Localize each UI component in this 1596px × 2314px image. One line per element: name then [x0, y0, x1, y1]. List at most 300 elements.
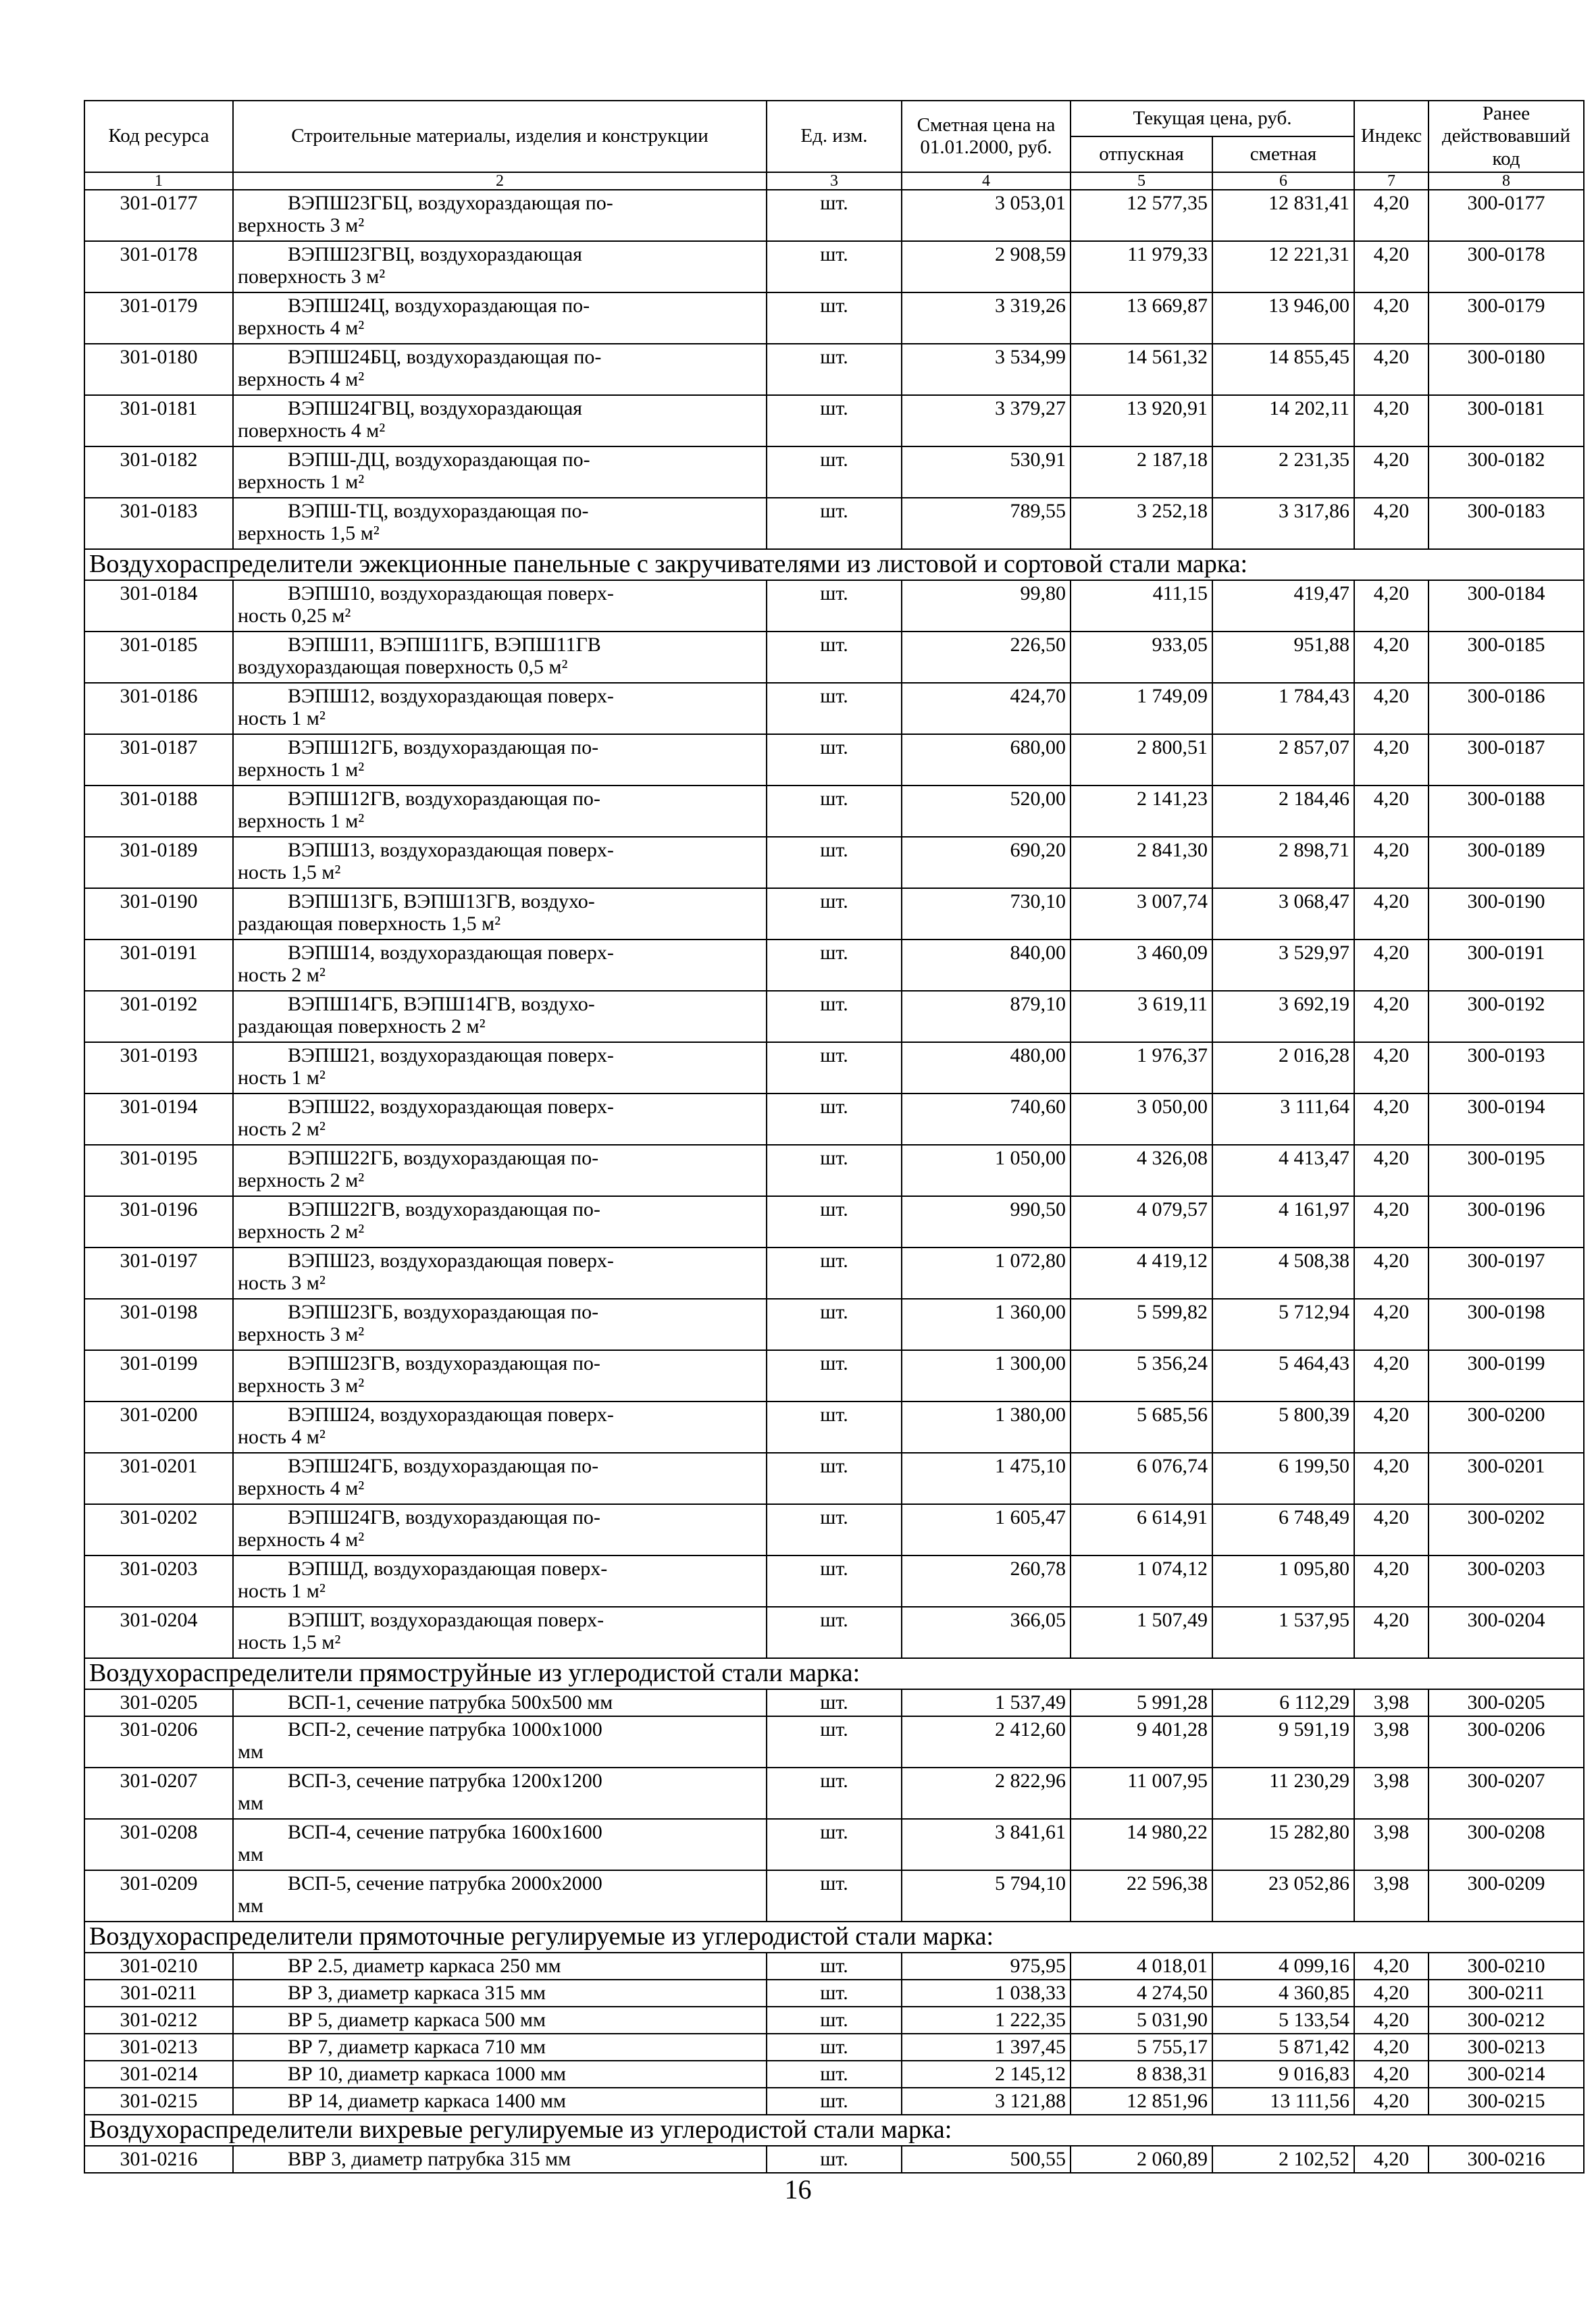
old-code: 300-0208: [1428, 1819, 1584, 1870]
base-price: 840,00: [902, 940, 1071, 991]
resource-code: 301-0196: [84, 1196, 233, 1248]
material-name-line: верхность 1 м²: [238, 810, 365, 833]
release-price: 2 187,18: [1071, 446, 1212, 498]
base-price: 680,00: [902, 734, 1071, 786]
material-name-line: верхность 4 м²: [238, 1477, 365, 1500]
price-index: 4,20: [1354, 2088, 1428, 2115]
material-name: [233, 1504, 767, 1555]
base-price: 2 145,12: [902, 2061, 1071, 2088]
release-price: 5 685,56: [1071, 1402, 1212, 1453]
material-name-line: ВЭПШ24ГВЦ, воздухораздающая: [288, 397, 582, 420]
material-name-line: ВЭПШТ, воздухораздающая поверх-: [288, 1609, 604, 1632]
resource-code: 301-0186: [84, 683, 233, 734]
unit: шт.: [767, 1042, 902, 1094]
material-name-line: ВР 5, диаметр каркаса 500 мм: [288, 2009, 546, 2032]
estimate-price: 5 871,42: [1212, 2034, 1354, 2061]
material-name-line: ВЭПШ13ГБ, ВЭПШ13ГВ, воздухо-: [288, 890, 595, 913]
material-name-line: ность 3 м²: [238, 1272, 326, 1295]
column-number: 2: [233, 172, 767, 190]
estimate-price: 9 591,19: [1212, 1716, 1354, 1768]
old-code: 300-0196: [1428, 1196, 1584, 1248]
base-price: 226,50: [902, 632, 1071, 683]
material-name-line: ВР 7, диаметр каркаса 710 мм: [288, 2036, 546, 2059]
resource-code: 301-0211: [84, 1980, 233, 2007]
material-name-line: верхность 3 м²: [238, 1323, 365, 1346]
price-index: 4,20: [1354, 580, 1428, 632]
material-name-line: верхность 1,5 м²: [238, 522, 380, 545]
release-price: 12 851,96: [1071, 2088, 1212, 2115]
material-name-line: поверхность 4 м²: [238, 419, 386, 442]
unit: шт.: [767, 683, 902, 734]
header-unit: Ед. изм.: [767, 101, 902, 172]
unit: шт.: [767, 1248, 902, 1299]
base-price: 1 537,49: [902, 1689, 1071, 1716]
estimate-price: 1 537,95: [1212, 1607, 1354, 1658]
release-price: 2 060,89: [1071, 2146, 1212, 2173]
estimate-price: 4 508,38: [1212, 1248, 1354, 1299]
estimate-price: 2 857,07: [1212, 734, 1354, 786]
header-current-price: Текущая цена, руб.: [1071, 101, 1354, 136]
resource-code: 301-0199: [84, 1350, 233, 1402]
release-price: 14 561,32: [1071, 344, 1212, 395]
unit: шт.: [767, 2007, 902, 2034]
base-price: 1 605,47: [902, 1504, 1071, 1555]
section-title: Воздухораспределители эжекционные панельные с закручивателями из листовой и сортовой стали марка:: [84, 549, 1584, 580]
price-index: 4,20: [1354, 1555, 1428, 1607]
material-name-line: ВР 14, диаметр каркаса 1400 мм: [288, 2090, 566, 2113]
table-row: [84, 1145, 1584, 1196]
base-price: 1 222,35: [902, 2007, 1071, 2034]
price-index: 4,20: [1354, 395, 1428, 446]
release-price: 4 274,50: [1071, 1980, 1212, 2007]
estimate-price: 3 692,19: [1212, 991, 1354, 1042]
material-name-line: ВЭПШ14ГБ, ВЭПШ14ГВ, воздухо-: [288, 993, 595, 1016]
material-name: [233, 2088, 767, 2115]
unit: шт.: [767, 1870, 902, 1922]
base-price: 424,70: [902, 683, 1071, 734]
price-index: 3,98: [1354, 1819, 1428, 1870]
material-name: [233, 2146, 767, 2173]
material-name-line: мм: [238, 1843, 263, 1866]
estimate-price: 13 111,56: [1212, 2088, 1354, 2115]
old-code: 300-0193: [1428, 1042, 1584, 1094]
table-row: [84, 1094, 1584, 1145]
old-code: 300-0188: [1428, 786, 1584, 837]
release-price: 2 800,51: [1071, 734, 1212, 786]
base-price: 975,95: [902, 1953, 1071, 1980]
old-code: 300-0212: [1428, 2007, 1584, 2034]
base-price: 480,00: [902, 1042, 1071, 1094]
resource-code: 301-0183: [84, 498, 233, 549]
release-price: 12 577,35: [1071, 190, 1212, 241]
column-numbers-row: [84, 172, 1584, 190]
material-name: [233, 1768, 767, 1819]
estimate-price: 3 529,97: [1212, 940, 1354, 991]
material-name-line: ВЭПШ-ДЦ, воздухораздающая по-: [288, 448, 590, 471]
unit: шт.: [767, 991, 902, 1042]
old-code: 300-0199: [1428, 1350, 1584, 1402]
price-index: 4,20: [1354, 1196, 1428, 1248]
unit: шт.: [767, 1819, 902, 1870]
section-title: Воздухораспределители прямоструйные из углеродистой стали марка:: [84, 1658, 1584, 1689]
unit: шт.: [767, 632, 902, 683]
unit: шт.: [767, 734, 902, 786]
base-price: 730,10: [902, 888, 1071, 940]
material-name-line: верхность 2 м²: [238, 1169, 365, 1192]
unit: шт.: [767, 1299, 902, 1350]
material-name-line: ВЭПШ23ГБ, воздухораздающая по-: [288, 1301, 599, 1324]
header-index: Индекс: [1354, 101, 1428, 172]
base-price: 990,50: [902, 1196, 1071, 1248]
unit: шт.: [767, 888, 902, 940]
base-price: 500,55: [902, 2146, 1071, 2173]
resource-code: 301-0184: [84, 580, 233, 632]
base-price: 789,55: [902, 498, 1071, 549]
release-price: 2 841,30: [1071, 837, 1212, 888]
base-price: 1 072,80: [902, 1248, 1071, 1299]
release-price: 13 669,87: [1071, 292, 1212, 344]
table-row: [84, 991, 1584, 1042]
release-price: 5 599,82: [1071, 1299, 1212, 1350]
table-row: [84, 1299, 1584, 1350]
old-code: 300-0192: [1428, 991, 1584, 1042]
estimate-price: 12 831,41: [1212, 190, 1354, 241]
header-estimate-price: сметная: [1212, 136, 1354, 172]
price-index: 4,20: [1354, 446, 1428, 498]
unit: шт.: [767, 786, 902, 837]
resource-code: 301-0202: [84, 1504, 233, 1555]
material-name-line: ВЭПШ24БЦ, воздухораздающая по-: [288, 346, 602, 369]
estimate-price: 4 360,85: [1212, 1980, 1354, 2007]
estimate-price: 3 111,64: [1212, 1094, 1354, 1145]
old-code: 300-0210: [1428, 1953, 1584, 1980]
material-name: [233, 1145, 767, 1196]
price-index: 4,20: [1354, 1504, 1428, 1555]
material-name: [233, 2034, 767, 2061]
material-name: [233, 190, 767, 241]
resource-code: 301-0195: [84, 1145, 233, 1196]
unit: шт.: [767, 1504, 902, 1555]
old-code: 300-0201: [1428, 1453, 1584, 1504]
release-price: 4 419,12: [1071, 1248, 1212, 1299]
material-name: [233, 241, 767, 292]
release-price: 4 326,08: [1071, 1145, 1212, 1196]
estimate-price: 2 184,46: [1212, 786, 1354, 837]
price-index: 4,20: [1354, 1980, 1428, 2007]
material-name-line: мм: [238, 1895, 263, 1918]
resource-code: 301-0203: [84, 1555, 233, 1607]
section-row: [84, 549, 1584, 580]
table-row: [84, 498, 1584, 549]
material-name-line: ВСП-4, сечение патрубка 1600х1600: [288, 1821, 602, 1844]
resource-code: 301-0201: [84, 1453, 233, 1504]
base-price: 3 534,99: [902, 344, 1071, 395]
price-index: 4,20: [1354, 2007, 1428, 2034]
table-row: [84, 1196, 1584, 1248]
base-price: 1 397,45: [902, 2034, 1071, 2061]
resource-code: 301-0198: [84, 1299, 233, 1350]
old-code: 300-0194: [1428, 1094, 1584, 1145]
old-code: 300-0179: [1428, 292, 1584, 344]
estimate-price: 6 748,49: [1212, 1504, 1354, 1555]
release-price: 411,15: [1071, 580, 1212, 632]
resource-code: 301-0192: [84, 991, 233, 1042]
base-price: 520,00: [902, 786, 1071, 837]
column-number: 4: [902, 172, 1071, 190]
unit: шт.: [767, 1145, 902, 1196]
release-price: 1 074,12: [1071, 1555, 1212, 1607]
price-index: 3,98: [1354, 1768, 1428, 1819]
release-price: 3 252,18: [1071, 498, 1212, 549]
unit: шт.: [767, 241, 902, 292]
material-name-line: ВСП-5, сечение патрубка 2000х2000: [288, 1872, 602, 1895]
material-name: [233, 1094, 767, 1145]
price-index: 4,20: [1354, 241, 1428, 292]
material-name-line: ность 4 м²: [238, 1426, 326, 1449]
material-name: [233, 734, 767, 786]
material-name-line: ность 1 м²: [238, 1066, 326, 1089]
estimate-price: 6 112,29: [1212, 1689, 1354, 1716]
resource-code: 301-0207: [84, 1768, 233, 1819]
material-name-line: воздухораздающая поверхность 0,5 м²: [238, 656, 568, 679]
material-name-line: верхность 4 м²: [238, 1528, 365, 1551]
resource-code: 301-0208: [84, 1819, 233, 1870]
unit: шт.: [767, 446, 902, 498]
column-number: 6: [1212, 172, 1354, 190]
unit: шт.: [767, 2034, 902, 2061]
material-name: [233, 632, 767, 683]
material-name-line: верхность 4 м²: [238, 317, 365, 340]
estimate-price: 12 221,31: [1212, 241, 1354, 292]
table-row: [84, 1819, 1584, 1870]
material-name: [233, 498, 767, 549]
price-index: 3,98: [1354, 1689, 1428, 1716]
old-code: 300-0216: [1428, 2146, 1584, 2173]
table-row: [84, 1980, 1584, 2007]
unit: шт.: [767, 1350, 902, 1402]
price-index: 4,20: [1354, 190, 1428, 241]
material-name-line: ность 1 м²: [238, 707, 326, 730]
material-name: [233, 1870, 767, 1922]
resource-code: 301-0210: [84, 1953, 233, 1980]
price-index: 4,20: [1354, 1145, 1428, 1196]
old-code: 300-0211: [1428, 1980, 1584, 2007]
material-name: [233, 446, 767, 498]
material-name: [233, 1607, 767, 1658]
material-name-line: ВЭПШ12ГВ, воздухораздающая по-: [288, 788, 600, 811]
resource-code: 301-0189: [84, 837, 233, 888]
table-row: [84, 1870, 1584, 1922]
estimate-price: 5 712,94: [1212, 1299, 1354, 1350]
material-name: [233, 1042, 767, 1094]
unit: шт.: [767, 1555, 902, 1607]
material-name-line: верхность 2 м²: [238, 1220, 365, 1243]
old-code: 300-0195: [1428, 1145, 1584, 1196]
material-name-line: ВЭПШ-ТЦ, воздухораздающая по-: [288, 500, 589, 523]
table-row: [84, 344, 1584, 395]
resource-code: 301-0213: [84, 2034, 233, 2061]
release-price: 5 031,90: [1071, 2007, 1212, 2034]
old-code: 300-0205: [1428, 1689, 1584, 1716]
resource-code: 301-0179: [84, 292, 233, 344]
section-row: [84, 2115, 1584, 2146]
table-row: [84, 1768, 1584, 1819]
estimate-price: 2 231,35: [1212, 446, 1354, 498]
table-row: [84, 190, 1584, 241]
table-row: [84, 1689, 1584, 1716]
base-price: 690,20: [902, 837, 1071, 888]
unit: шт.: [767, 1980, 902, 2007]
unit: шт.: [767, 344, 902, 395]
material-name-line: ность 1,5 м²: [238, 1631, 341, 1654]
material-name: [233, 1953, 767, 1980]
table-row: [84, 2061, 1584, 2088]
resource-code: 301-0197: [84, 1248, 233, 1299]
header-old-code: Ранее действовавший код: [1428, 101, 1584, 172]
unit: шт.: [767, 1607, 902, 1658]
column-number: 7: [1354, 172, 1428, 190]
resource-code: 301-0215: [84, 2088, 233, 2115]
price-index: 4,20: [1354, 1402, 1428, 1453]
release-price: 3 460,09: [1071, 940, 1212, 991]
old-code: 300-0178: [1428, 241, 1584, 292]
resource-code: 301-0181: [84, 395, 233, 446]
price-index: 4,20: [1354, 837, 1428, 888]
old-code: 300-0180: [1428, 344, 1584, 395]
table-row: [84, 1402, 1584, 1453]
old-code: 300-0189: [1428, 837, 1584, 888]
material-name: [233, 786, 767, 837]
material-name-line: ВР 10, диаметр каркаса 1000 мм: [288, 2063, 566, 2086]
material-name: [233, 580, 767, 632]
table-row: [84, 1350, 1584, 1402]
material-name-line: ВЭПШ23ГВЦ, воздухораздающая: [288, 243, 582, 266]
table-row: [84, 632, 1584, 683]
resource-code: 301-0187: [84, 734, 233, 786]
unit: шт.: [767, 837, 902, 888]
unit: шт.: [767, 1768, 902, 1819]
section-row: [84, 1922, 1584, 1953]
table-row: [84, 446, 1584, 498]
old-code: 300-0187: [1428, 734, 1584, 786]
old-code: 300-0181: [1428, 395, 1584, 446]
material-name: [233, 292, 767, 344]
release-price: 3 619,11: [1071, 991, 1212, 1042]
table-row: [84, 786, 1584, 837]
estimate-price: 5 133,54: [1212, 2007, 1354, 2034]
release-price: 4 079,57: [1071, 1196, 1212, 1248]
price-index: 4,20: [1354, 498, 1428, 549]
price-index: 4,20: [1354, 1299, 1428, 1350]
table-row: [84, 1042, 1584, 1094]
resource-code: 301-0191: [84, 940, 233, 991]
price-index: 3,98: [1354, 1716, 1428, 1768]
old-code: 300-0191: [1428, 940, 1584, 991]
table-row: [84, 2088, 1584, 2115]
old-code: 300-0213: [1428, 2034, 1584, 2061]
material-name-line: ВЭПШ22ГВ, воздухораздающая по-: [288, 1198, 600, 1221]
price-index: 4,20: [1354, 683, 1428, 734]
release-price: 14 980,22: [1071, 1819, 1212, 1870]
resource-code: 301-0177: [84, 190, 233, 241]
page-number: 16: [784, 2174, 812, 2205]
base-price: 879,10: [902, 991, 1071, 1042]
base-price: 1 038,33: [902, 1980, 1071, 2007]
estimate-price: 3 317,86: [1212, 498, 1354, 549]
price-index: 4,20: [1354, 2061, 1428, 2088]
price-index: 4,20: [1354, 940, 1428, 991]
resource-code: 301-0200: [84, 1402, 233, 1453]
base-price: 260,78: [902, 1555, 1071, 1607]
material-name-line: ВР 3, диаметр каркаса 315 мм: [288, 1982, 546, 2005]
price-index: 4,20: [1354, 1953, 1428, 1980]
resource-code: 301-0190: [84, 888, 233, 940]
material-name-line: ВЭПШ22, воздухораздающая поверх-: [288, 1096, 614, 1119]
price-index: 4,20: [1354, 1350, 1428, 1402]
material-name-line: ВЭПШ24ГБ, воздухораздающая по-: [288, 1455, 599, 1478]
estimate-price: 1 095,80: [1212, 1555, 1354, 1607]
estimate-price: 11 230,29: [1212, 1768, 1354, 1819]
column-number: 5: [1071, 172, 1212, 190]
header-code: Код ресурса: [84, 101, 233, 172]
price-index: 4,20: [1354, 1094, 1428, 1145]
material-name-line: раздающая поверхность 2 м²: [238, 1015, 486, 1038]
resource-code: 301-0212: [84, 2007, 233, 2034]
material-name-line: ность 0,25 м²: [238, 605, 351, 627]
material-name-line: ВСП-3, сечение патрубка 1200х1200: [288, 1770, 602, 1793]
estimate-price: 14 202,11: [1212, 395, 1354, 446]
release-price: 1 976,37: [1071, 1042, 1212, 1094]
material-name: [233, 1350, 767, 1402]
release-price: 1 749,09: [1071, 683, 1212, 734]
base-price: 3 053,01: [902, 190, 1071, 241]
base-price: 2 822,96: [902, 1768, 1071, 1819]
unit: шт.: [767, 1094, 902, 1145]
table-row: [84, 1555, 1584, 1607]
estimate-price: 4 413,47: [1212, 1145, 1354, 1196]
resource-code: 301-0178: [84, 241, 233, 292]
section-title: Воздухораспределители прямоточные регулируемые из углеродистой стали марка:: [84, 1922, 1584, 1953]
old-code: 300-0184: [1428, 580, 1584, 632]
price-index: 4,20: [1354, 786, 1428, 837]
material-name-line: верхность 1 м²: [238, 759, 365, 781]
price-index: 4,20: [1354, 1453, 1428, 1504]
estimate-price: 14 855,45: [1212, 344, 1354, 395]
old-code: 300-0202: [1428, 1504, 1584, 1555]
material-name-line: мм: [238, 1741, 263, 1764]
base-price: 366,05: [902, 1607, 1071, 1658]
table-row: [84, 241, 1584, 292]
material-name-line: ВЭПШ24, воздухораздающая поверх-: [288, 1404, 614, 1426]
price-index: 3,98: [1354, 1870, 1428, 1922]
release-price: 6 076,74: [1071, 1453, 1212, 1504]
old-code: 300-0177: [1428, 190, 1584, 241]
material-name-line: ВЭПШ14, воздухораздающая поверх-: [288, 942, 614, 965]
release-price: 13 920,91: [1071, 395, 1212, 446]
material-name: [233, 991, 767, 1042]
resource-code: 301-0185: [84, 632, 233, 683]
material-name: [233, 837, 767, 888]
material-name-line: ВЭПШ23ГБЦ, воздухораздающая по-: [288, 192, 613, 215]
old-code: 300-0204: [1428, 1607, 1584, 1658]
material-name: [233, 1299, 767, 1350]
unit: шт.: [767, 1402, 902, 1453]
resource-code: 301-0182: [84, 446, 233, 498]
price-index: 4,20: [1354, 2034, 1428, 2061]
unit: шт.: [767, 2146, 902, 2173]
base-price: 2 908,59: [902, 241, 1071, 292]
material-name-line: ВВР 3, диаметр патрубка 315 мм: [288, 2148, 571, 2171]
